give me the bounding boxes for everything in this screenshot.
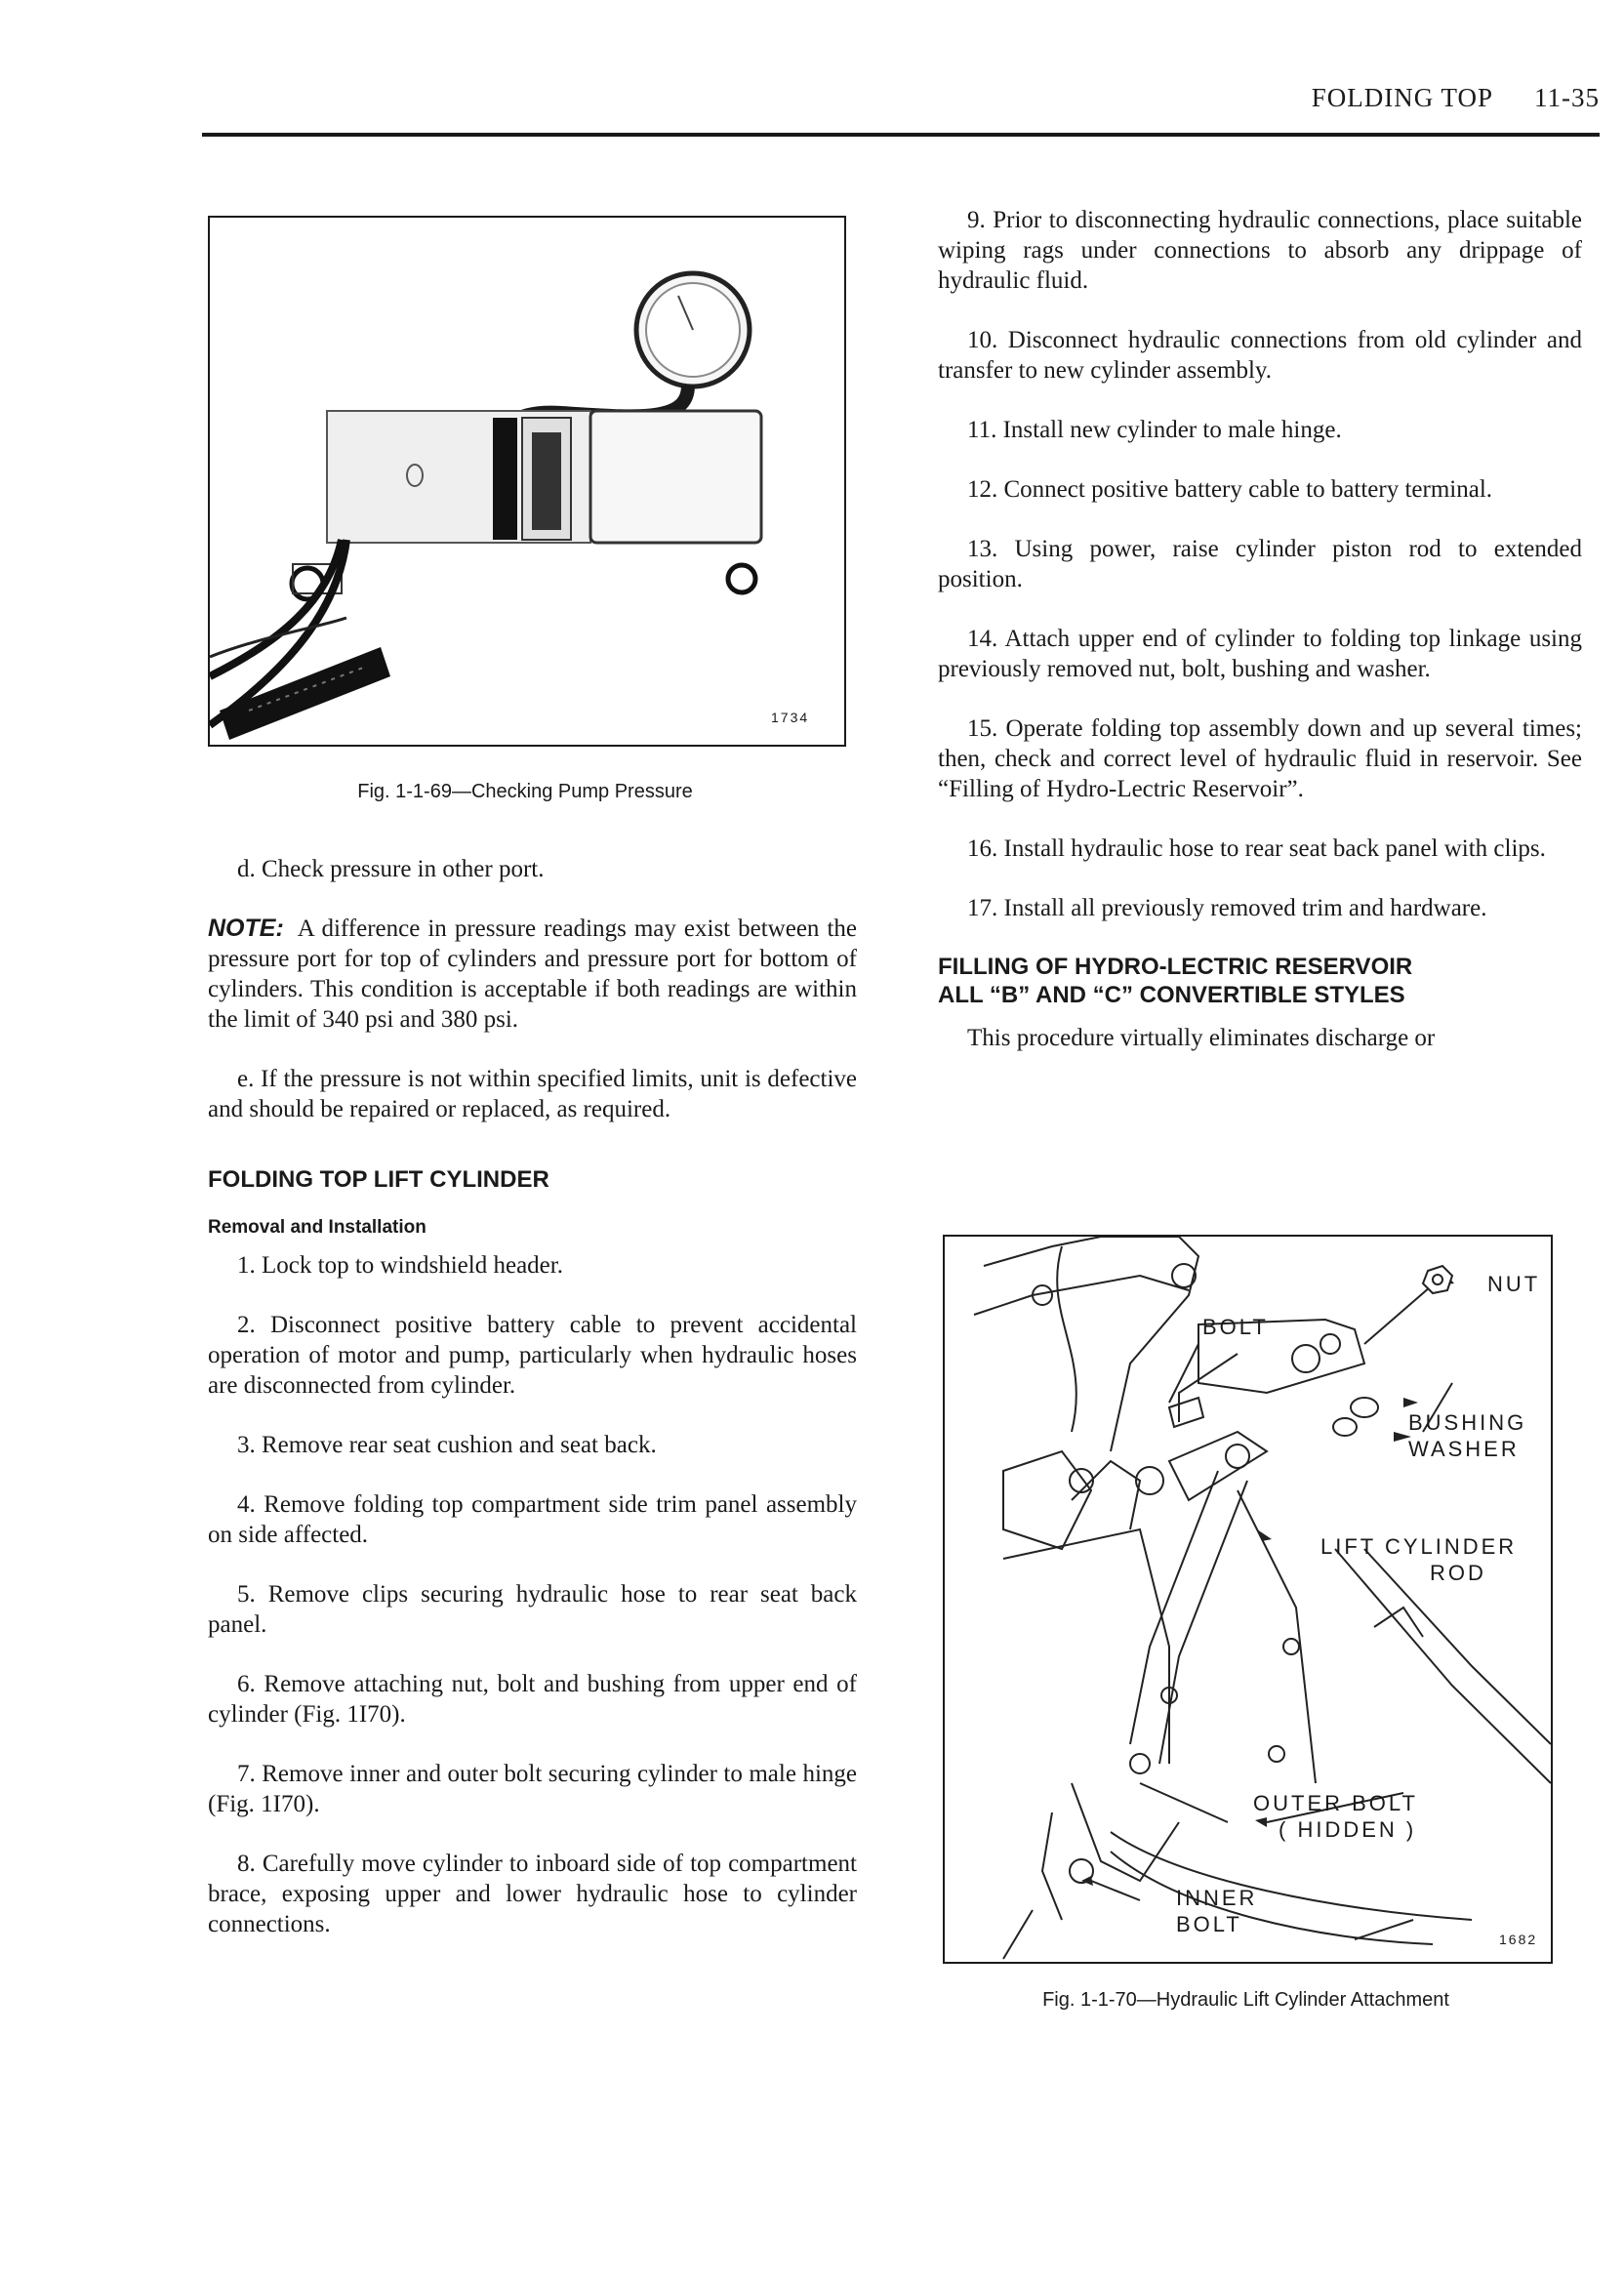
- step-5: 5. Remove clips securing hydraulic hose to rear seat back panel.: [208, 1581, 857, 1638]
- label-bolt: BOLT: [1202, 1315, 1269, 1339]
- figure-caption: Fig. 1-1-70—Hydraulic Lift Cylinder Attachment: [1042, 1989, 1449, 2011]
- step-12: 12. Connect positive battery cable to battery terminal.: [967, 476, 1493, 503]
- header-section: FOLDING TOP: [1311, 83, 1493, 112]
- figure-number: 1734: [771, 710, 810, 725]
- label-nut: NUT: [1487, 1272, 1541, 1296]
- reservoir-heading-2: ALL “B” AND “C” CONVERTIBLE STYLES: [938, 982, 1405, 1008]
- step-16: 16. Install hydraulic hose to rear seat back panel with clips.: [967, 835, 1546, 862]
- step-7: 7. Remove inner and outer bolt securing cylinder to male hinge (Fig. 1I70).: [208, 1761, 857, 1817]
- label-hidden: ( HIDDEN ): [1279, 1817, 1417, 1842]
- label-rod: ROD: [1430, 1561, 1486, 1585]
- note-text: A difference in pressure readings may exist between the pressure port for top of cylinders and pressure port for bottom of cylinders. This condition is acceptable if both readings are within the limit of 340 psi and 380 psi.: [208, 916, 857, 1033]
- label-washer: WASHER: [1408, 1437, 1520, 1461]
- page-header: [202, 83, 1600, 122]
- step-8: 8. Carefully move cylinder to inboard side of top compartment brace, exposing upper and lower hydraulic hose to cylinder connections.: [208, 1851, 857, 1937]
- step-14: 14. Attach upper end of cylinder to folding top linkage using previously removed nut, bolt, bushing and washer.: [938, 626, 1582, 682]
- note: [208, 914, 857, 1035]
- step-15: 15. Operate folding top assembly down and up several times; then, check and correct level of hydraulic fluid in reservoir. See “Filling of Hydro-Lectric Reservoir”.: [938, 715, 1582, 802]
- reservoir-intro: This procedure virtually eliminates discharge or: [967, 1025, 1436, 1051]
- reservoir-heading-1: FILLING OF HYDRO-LECTRIC RESERVOIR: [938, 954, 1413, 980]
- step-2: 2. Disconnect positive battery cable to prevent accidental operation of motor and pump, particularly when hydraulic hoses are disconnected from cylinder.: [208, 1312, 857, 1399]
- step-6: 6. Remove attaching nut, bolt and bushing from upper end of cylinder (Fig. 1I70).: [208, 1671, 857, 1728]
- figure-pump-pressure: [208, 216, 846, 747]
- step-1: 1. Lock top to windshield header.: [237, 1252, 563, 1279]
- right-column: [938, 205, 1582, 1082]
- label-bushing: BUSHING: [1408, 1410, 1527, 1435]
- section-heading: FOLDING TOP LIFT CYLINDER: [208, 1166, 549, 1193]
- step-13: 13. Using power, raise cylinder piston rod to extended position.: [938, 536, 1582, 592]
- step-3: 3. Remove rear seat cushion and seat back.: [237, 1432, 657, 1458]
- lift-cylinder-diagram: [945, 1237, 1551, 1962]
- step-10: 10. Disconnect hydraulic connections from old cylinder and transfer to new cylinder assembly.: [938, 327, 1582, 384]
- header-text: [1312, 83, 1600, 113]
- label-lift-cylinder: LIFT CYLINDER: [1320, 1534, 1518, 1559]
- page-number: 11-35: [1534, 83, 1600, 112]
- section-subheading: Removal and Installation: [208, 1217, 426, 1238]
- label-inner: INNER: [1176, 1886, 1258, 1910]
- step-e: e. If the pressure is not within specified limits, unit is defective and should be repaired or replaced, as required.: [208, 1066, 857, 1122]
- label-inner-bolt: BOLT: [1176, 1912, 1242, 1936]
- step-17: 17. Install all previously removed trim and hardware.: [967, 895, 1487, 921]
- left-column: [208, 854, 857, 1969]
- figure-number: 1682: [1499, 1932, 1538, 1947]
- pump-illustration: [210, 218, 844, 745]
- figure-caption: Fig. 1-1-69—Checking Pump Pressure: [357, 781, 693, 802]
- label-outer-bolt: OUTER BOLT: [1253, 1791, 1418, 1815]
- step-4: 4. Remove folding top compartment side trim panel assembly on side affected.: [208, 1491, 857, 1548]
- note-label: NOTE:: [208, 915, 284, 942]
- header-rule: [202, 133, 1600, 137]
- step-11: 11. Install new cylinder to male hinge.: [967, 417, 1342, 443]
- step-d: d. Check pressure in other port.: [237, 856, 545, 882]
- figure-lift-cylinder: [943, 1235, 1553, 1964]
- step-9: 9. Prior to disconnecting hydraulic connections, place suitable wiping rags under connections to absorb any drippage of hydraulic fluid.: [938, 207, 1582, 294]
